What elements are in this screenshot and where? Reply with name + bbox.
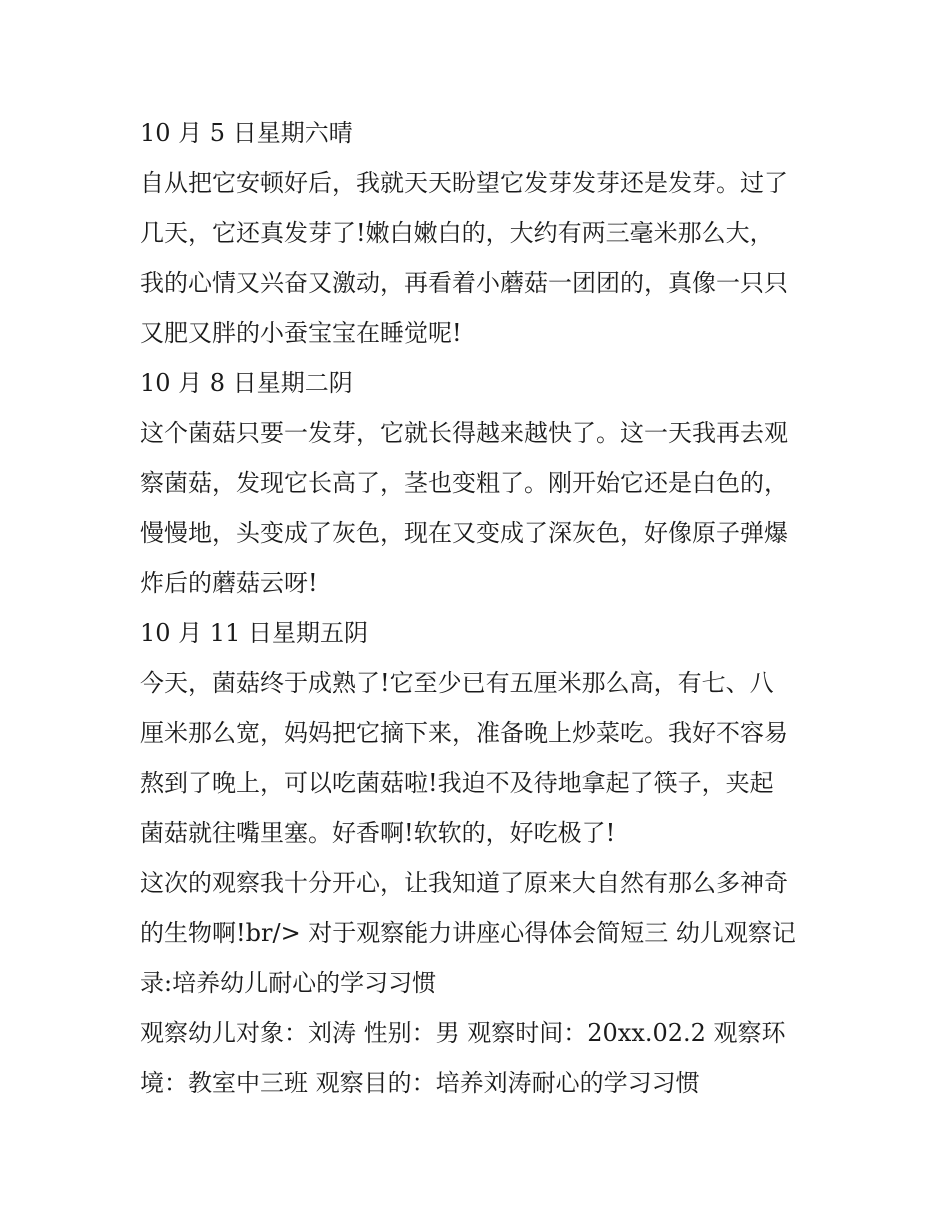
paragraph-line: 这个菌菇只要一发芽，它就长得越来越快了。这一天我再去观 [140,419,788,447]
paragraph-line: 自从把它安顿好后，我就天天盼望它发芽发芽还是发芽。过了 [140,169,788,197]
diary-date-heading: 10 月 8 日星期二阴 [140,369,353,397]
paragraph-line: 境：教室中三班 观察目的：培养刘涛耐心的学习习惯 [140,1069,700,1097]
paragraph-line: 察菌菇，发现它长高了，茎也变粗了。刚开始它还是白色的， [140,469,788,497]
paragraph-line: 厘米那么宽，妈妈把它摘下来，准备晚上炒菜吃。我好不容易 [140,719,788,747]
paragraph-line: 的生物啊!br/> 对于观察能力讲座心得体会简短三 幼儿观察记 [140,919,796,947]
paragraph-line: 今天，菌菇终于成熟了!它至少已有五厘米那么高，有七、八 [140,669,774,697]
paragraph-line: 炸后的蘑菇云呀! [140,569,318,597]
paragraph-line: 这次的观察我十分开心，让我知道了原来大自然有那么多神奇 [140,869,788,897]
paragraph-line: 熬到了晚上，可以吃菌菇啦!我迫不及待地拿起了筷子，夹起 [140,769,774,797]
paragraph-line: 又肥又胖的小蚕宝宝在睡觉呢! [140,319,462,347]
paragraph-line: 几天，它还真发芽了!嫩白嫩白的，大约有两三毫米那么大， [140,219,774,247]
paragraph-line: 观察幼儿对象：刘涛 性别：男 观察时间：20xx.02.2 观察环 [140,1019,786,1047]
paragraph-line: 菌菇就往嘴里塞。好香啊!软软的，好吃极了! [140,819,616,847]
diary-date-heading: 10 月 5 日星期六晴 [140,119,353,147]
document-body [140,108,820,1108]
paragraph-line: 慢慢地，头变成了灰色，现在又变成了深灰色，好像原子弹爆 [140,519,788,547]
diary-date-heading: 10 月 11 日星期五阴 [140,619,368,647]
paragraph-line: 我的心情又兴奋又激动，再看着小蘑菇一团团的，真像一只只 [140,269,788,297]
paragraph-line: 录:培养幼儿耐心的学习习惯 [140,969,437,997]
